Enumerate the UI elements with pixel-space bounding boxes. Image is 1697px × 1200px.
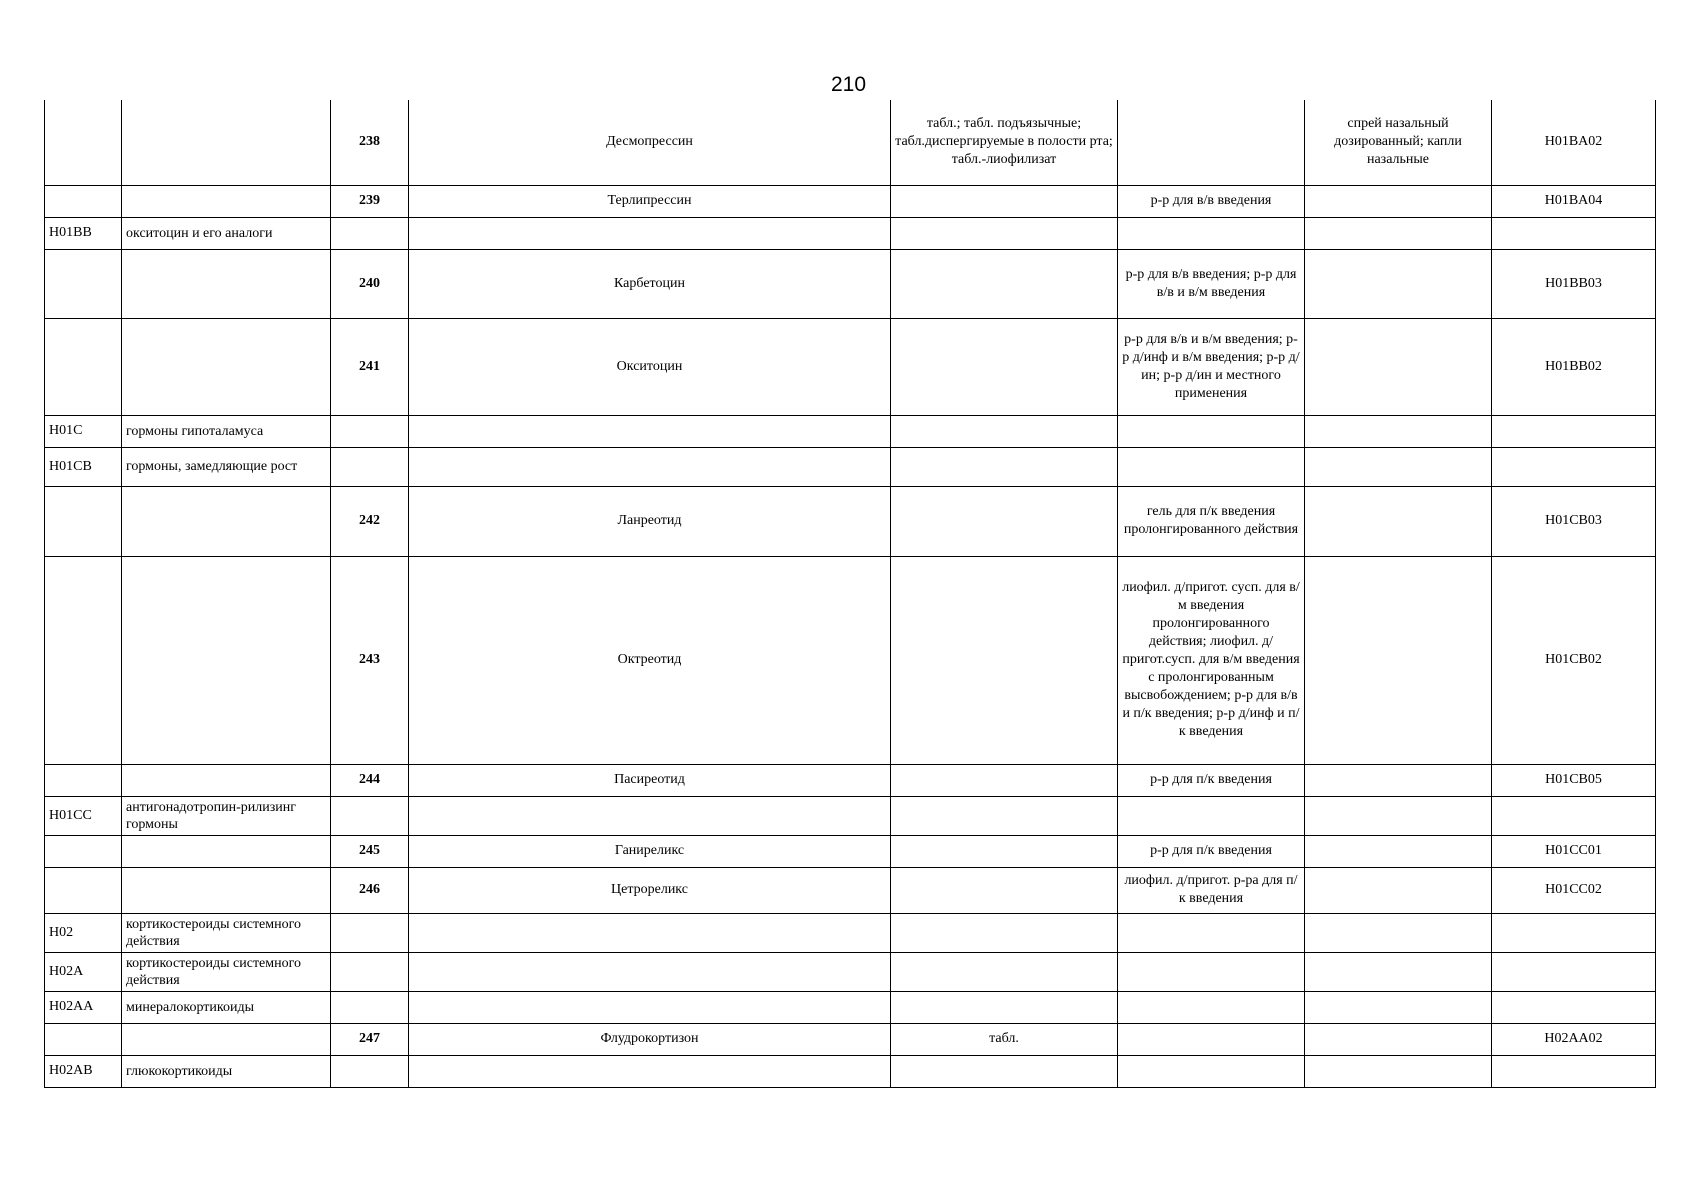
row-number-cell: 240: [331, 249, 409, 318]
dosage-form-oral-cell: [891, 764, 1118, 796]
dosage-form-oral-cell: [891, 1055, 1118, 1087]
atc-group-code-cell: H01C: [45, 415, 122, 447]
row-number-cell: [331, 415, 409, 447]
table-row: [45, 185, 1656, 217]
dosage-form-other-cell: [1305, 991, 1492, 1023]
table-row: [45, 913, 1656, 952]
group-name-cell: глюкокортикоиды: [122, 1055, 331, 1087]
table-row: [45, 796, 1656, 835]
drug-name-cell: Терлипрессин: [409, 185, 891, 217]
dosage-form-other-cell: [1305, 796, 1492, 835]
group-name-cell: гормоны, замедляющие рост: [122, 447, 331, 486]
atc-group-code-cell: H01CC: [45, 796, 122, 835]
atc-group-code-cell: H02AB: [45, 1055, 122, 1087]
dosage-form-other-cell: [1305, 867, 1492, 913]
table-row: [45, 100, 1656, 185]
drug-name-cell: [409, 913, 891, 952]
row-number-cell: 238: [331, 100, 409, 185]
dosage-form-injection-cell: [1118, 217, 1305, 249]
drug-name-cell: Пасиреотид: [409, 764, 891, 796]
dosage-form-injection-cell: [1118, 1055, 1305, 1087]
dosage-form-other-cell: [1305, 913, 1492, 952]
atc-code-cell: [1492, 991, 1656, 1023]
drug-name-cell: [409, 1055, 891, 1087]
dosage-form-injection-cell: [1118, 100, 1305, 185]
row-number-cell: 245: [331, 835, 409, 867]
dosage-form-injection-cell: [1118, 913, 1305, 952]
table-body: [45, 100, 1656, 1087]
table-row: [45, 867, 1656, 913]
group-name-cell: [122, 1023, 331, 1055]
row-number-cell: [331, 913, 409, 952]
group-name-cell: [122, 486, 331, 556]
dosage-form-other-cell: [1305, 952, 1492, 991]
atc-code-cell: H01CB05: [1492, 764, 1656, 796]
group-name-cell: [122, 867, 331, 913]
dosage-form-injection-cell: р-р для п/к введения: [1118, 835, 1305, 867]
row-number-cell: [331, 991, 409, 1023]
atc-group-code-cell: [45, 556, 122, 764]
drug-name-cell: Ланреотид: [409, 486, 891, 556]
dosage-form-oral-cell: [891, 991, 1118, 1023]
group-name-cell: [122, 556, 331, 764]
table-row: [45, 556, 1656, 764]
row-number-cell: 247: [331, 1023, 409, 1055]
dosage-form-other-cell: [1305, 1055, 1492, 1087]
atc-group-code-cell: H02AA: [45, 991, 122, 1023]
dosage-form-injection-cell: р-р для п/к введения: [1118, 764, 1305, 796]
row-number-cell: 243: [331, 556, 409, 764]
drug-name-cell: Флудрокортизон: [409, 1023, 891, 1055]
drug-name-cell: [409, 952, 891, 991]
drug-name-cell: Десмопрессин: [409, 100, 891, 185]
dosage-form-injection-cell: р-р для в/в введения; р-р для в/в и в/м введения: [1118, 249, 1305, 318]
row-number-cell: [331, 952, 409, 991]
atc-code-cell: [1492, 913, 1656, 952]
dosage-form-oral-cell: [891, 556, 1118, 764]
dosage-form-oral-cell: [891, 249, 1118, 318]
table-row: [45, 486, 1656, 556]
group-name-cell: [122, 249, 331, 318]
page-number: 210: [830, 73, 867, 96]
atc-code-cell: H01BB03: [1492, 249, 1656, 318]
dosage-form-injection-cell: [1118, 796, 1305, 835]
dosage-form-other-cell: [1305, 447, 1492, 486]
dosage-form-oral-cell: [891, 835, 1118, 867]
group-name-cell: окситоцин и его аналоги: [122, 217, 331, 249]
dosage-form-other-cell: [1305, 1023, 1492, 1055]
atc-group-code-cell: H01CB: [45, 447, 122, 486]
drug-name-cell: Октреотид: [409, 556, 891, 764]
atc-group-code-cell: H02A: [45, 952, 122, 991]
row-number-cell: [331, 1055, 409, 1087]
dosage-form-oral-cell: [891, 486, 1118, 556]
atc-code-cell: H01CB02: [1492, 556, 1656, 764]
atc-code-cell: [1492, 796, 1656, 835]
dosage-form-other-cell: [1305, 835, 1492, 867]
drug-name-cell: [409, 415, 891, 447]
group-name-cell: гормоны гипоталамуса: [122, 415, 331, 447]
row-number-cell: [331, 217, 409, 249]
atc-code-cell: [1492, 447, 1656, 486]
dosage-form-other-cell: [1305, 764, 1492, 796]
dosage-form-oral-cell: [891, 185, 1118, 217]
dosage-form-other-cell: [1305, 185, 1492, 217]
dosage-form-injection-cell: [1118, 447, 1305, 486]
group-name-cell: [122, 185, 331, 217]
row-number-cell: 241: [331, 318, 409, 415]
group-name-cell: [122, 835, 331, 867]
atc-group-code-cell: [45, 185, 122, 217]
table-row: [45, 415, 1656, 447]
dosage-form-injection-cell: р-р для в/в и в/м введения; р-р д/инф и в/м введения; р-р д/ин; р-р д/ин и местного применения: [1118, 318, 1305, 415]
drug-name-cell: Цетрореликс: [409, 867, 891, 913]
dosage-form-oral-cell: [891, 447, 1118, 486]
dosage-form-oral-cell: [891, 913, 1118, 952]
dosage-form-other-cell: [1305, 486, 1492, 556]
table-row: [45, 249, 1656, 318]
group-name-cell: [122, 764, 331, 796]
atc-group-code-cell: [45, 249, 122, 318]
row-number-cell: [331, 447, 409, 486]
dosage-form-injection-cell: лиофил. д/пригот. р-ра для п/к введения: [1118, 867, 1305, 913]
dosage-form-injection-cell: [1118, 415, 1305, 447]
group-name-cell: [122, 100, 331, 185]
atc-code-cell: H01CC01: [1492, 835, 1656, 867]
table-row: [45, 991, 1656, 1023]
drug-name-cell: [409, 796, 891, 835]
dosage-form-injection-cell: лиофил. д/пригот. сусп. для в/м введения пролонгированного действия; лиофил. д/пригот.сусп. для в/м введения с пролонгированным высвобождением; р-р для в/в и п/к введения; р-р д/инф и п/к введения: [1118, 556, 1305, 764]
atc-code-cell: H01CB03: [1492, 486, 1656, 556]
drug-name-cell: Ганиреликс: [409, 835, 891, 867]
table-row: [45, 217, 1656, 249]
dosage-form-oral-cell: [891, 796, 1118, 835]
drug-name-cell: Окситоцин: [409, 318, 891, 415]
atc-group-code-cell: [45, 486, 122, 556]
drug-name-cell: [409, 991, 891, 1023]
atc-code-cell: [1492, 415, 1656, 447]
atc-code-cell: H02AA02: [1492, 1023, 1656, 1055]
table-row: [45, 835, 1656, 867]
row-number-cell: 239: [331, 185, 409, 217]
dosage-form-other-cell: [1305, 217, 1492, 249]
atc-group-code-cell: H02: [45, 913, 122, 952]
row-number-cell: [331, 796, 409, 835]
dosage-form-injection-cell: [1118, 991, 1305, 1023]
atc-group-code-cell: [45, 867, 122, 913]
atc-group-code-cell: [45, 318, 122, 415]
drug-table: [44, 100, 1656, 1088]
table-row: [45, 447, 1656, 486]
dosage-form-injection-cell: гель для п/к введения пролонгированного действия: [1118, 486, 1305, 556]
atc-group-code-cell: H01BB: [45, 217, 122, 249]
table-row: [45, 764, 1656, 796]
dosage-form-injection-cell: [1118, 952, 1305, 991]
dosage-form-other-cell: [1305, 318, 1492, 415]
dosage-form-oral-cell: [891, 867, 1118, 913]
dosage-form-oral-cell: [891, 952, 1118, 991]
group-name-cell: [122, 318, 331, 415]
dosage-form-oral-cell: [891, 217, 1118, 249]
group-name-cell: кортикостероиды системного действия: [122, 913, 331, 952]
atc-group-code-cell: [45, 835, 122, 867]
row-number-cell: 246: [331, 867, 409, 913]
atc-code-cell: [1492, 952, 1656, 991]
dosage-form-injection-cell: [1118, 1023, 1305, 1055]
atc-group-code-cell: [45, 1023, 122, 1055]
drug-name-cell: [409, 217, 891, 249]
atc-code-cell: H01BB02: [1492, 318, 1656, 415]
dosage-form-other-cell: [1305, 249, 1492, 318]
group-name-cell: антигонадотропин-рилизинг гормоны: [122, 796, 331, 835]
group-name-cell: кортикостероиды системного действия: [122, 952, 331, 991]
atc-group-code-cell: [45, 764, 122, 796]
table-row: [45, 952, 1656, 991]
atc-code-cell: H01BA04: [1492, 185, 1656, 217]
dosage-form-other-cell: спрей назальный дозированный; капли назальные: [1305, 100, 1492, 185]
atc-group-code-cell: [45, 100, 122, 185]
drug-name-cell: Карбетоцин: [409, 249, 891, 318]
atc-code-cell: [1492, 217, 1656, 249]
atc-code-cell: H01BA02: [1492, 100, 1656, 185]
atc-code-cell: H01CC02: [1492, 867, 1656, 913]
table-row: [45, 1055, 1656, 1087]
dosage-form-injection-cell: р-р для в/в введения: [1118, 185, 1305, 217]
dosage-form-other-cell: [1305, 556, 1492, 764]
row-number-cell: 244: [331, 764, 409, 796]
group-name-cell: минералокортикоиды: [122, 991, 331, 1023]
dosage-form-oral-cell: табл.: [891, 1023, 1118, 1055]
dosage-form-oral-cell: [891, 415, 1118, 447]
row-number-cell: 242: [331, 486, 409, 556]
table-row: [45, 1023, 1656, 1055]
table-row: [45, 318, 1656, 415]
dosage-form-oral-cell: [891, 318, 1118, 415]
drug-name-cell: [409, 447, 891, 486]
dosage-form-other-cell: [1305, 415, 1492, 447]
atc-code-cell: [1492, 1055, 1656, 1087]
dosage-form-oral-cell: табл.; табл. подъязычные; табл.диспергируемые в полости рта; табл.-лиофилизат: [891, 100, 1118, 185]
